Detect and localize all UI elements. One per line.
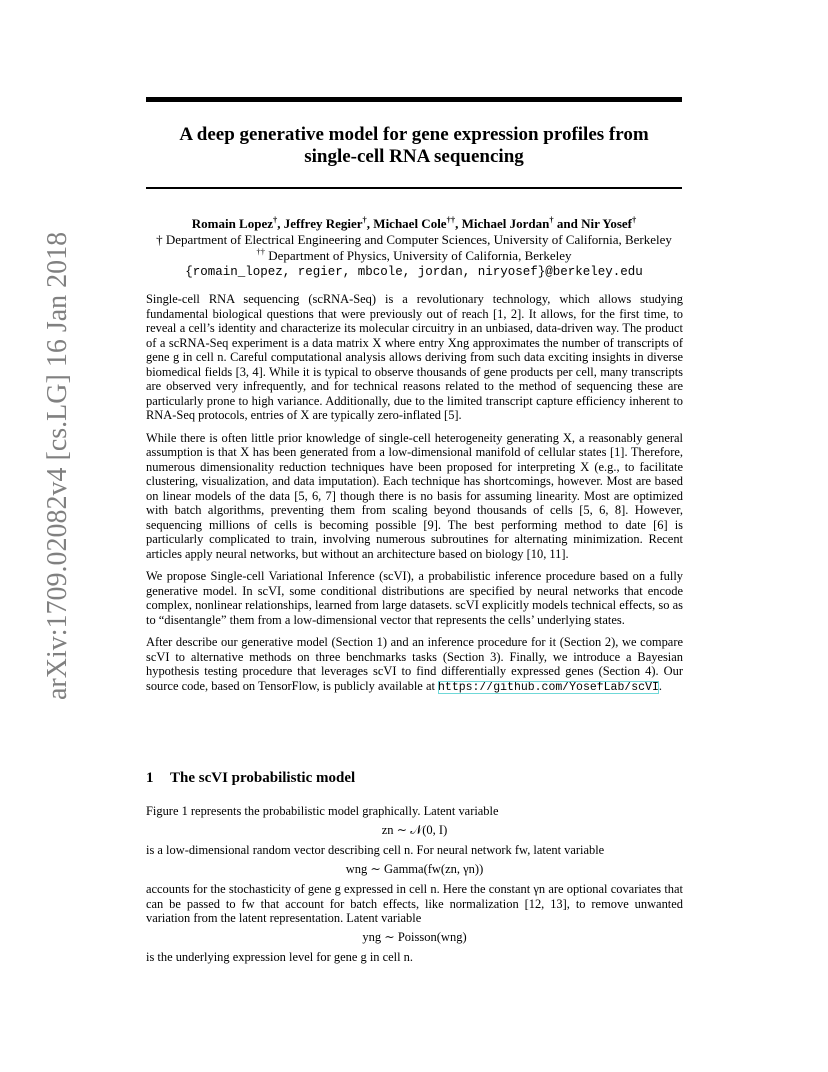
author-1: Romain Lopez — [191, 216, 273, 231]
section-paragraph-1: Figure 1 represents the probabilistic model graphically. Latent variable — [146, 804, 499, 818]
dagger-mark: † — [156, 232, 163, 247]
dagger-mark: † — [273, 214, 278, 225]
author-names: Romain Lopez†, Jeffrey Regier†, Michael Cole††, Michael Jordan† and Nir Yosef† — [191, 214, 637, 231]
title-line-2: single-cell RNA sequencing — [304, 146, 524, 167]
dagger-mark: † — [631, 214, 637, 225]
author-2: Jeffrey Regier — [283, 216, 363, 231]
paragraph-3: We propose Single-cell Variational Inference (scVI), a probabilistic inference procedure based on a fully generative model. In scVI, some conditional distributions are specified by neural networks that encode complex, nonlinear relationships, learned from large datasets. scVI explicitly models technical effects, so as to “disentangle” them from a low-dimensional vector that represents the cells’ underlying states. — [146, 569, 683, 627]
abstract-body — [146, 292, 683, 703]
author-3: Michael Cole — [373, 216, 447, 231]
author-5: Nir Yosef — [581, 216, 632, 231]
paragraph-2: While there is often little prior knowledge of single-cell heterogeneity generating X, a reasonably general assumption is that X has been generated from a low-dimensional manifold of cellular states [1]. Therefore, numerous dimensionality reduction techniques have been proposed for interpreting X (e.g., to facilitate clustering, visualization, and data imputation). Each technique has shortcomings, however. Most are based on linear models of the data [5, 6, 7] though there is no basis for assuming linearity. Most are optimized with batch algorithms, preventing them from scaling beyond thousands of cells [5, 6, 8]. However, sequencing millions of cells is becoming possible [9]. The best performing method to date [6] is particularly complicated to train, involving numerous subroutines for alternating minimization. Recent articles apply neural networks, but without an architecture based on biology [10, 11]. — [146, 430, 683, 561]
section-paragraph-3: accounts for the stochasticity of gene g expressed in cell n. Here the constant γn are optional covariates that can be passed to fw that account for batch effects, like normalization [12, 13], to remove unwanted variation from the latent representation. Latent variable — [146, 882, 683, 925]
section-body — [146, 804, 683, 965]
title-rule-top — [146, 97, 682, 102]
author-block — [110, 216, 718, 280]
author-4: Michael Jordan — [461, 216, 550, 231]
section-title: The scVI probabilistic model — [170, 770, 356, 786]
affiliation-2 — [110, 248, 718, 264]
and-word: and — [556, 216, 578, 231]
title-line-1: A deep generative model for gene expression profiles from — [179, 124, 649, 145]
section-paragraph-2: is a low-dimensional random vector describing cell n. For neural network fw, latent variable — [146, 843, 605, 857]
source-code-link[interactable]: https://github.com/YosefLab/scVI — [438, 680, 659, 694]
title-rule-bottom — [146, 187, 682, 189]
paragraph-1: Single-cell RNA sequencing (scRNA-Seq) is a revolutionary technology, which allows studying fundamental biological questions that were previously out of reach [1, 2]. It allows, for the first time, to reveal a cell’s identity and characterize its molecular circuitry in an unbiased, data-driven way. The product of a scRNA-Seq experiment is a data matrix X where entry Xng approximates the number of transcripts of gene g in cell n. Careful computational analysis allows deriving from such data exciting insights in diverse biomedical fields [3, 4]. While it is typical to observe thousands of gene products per cell, many transcripts are observed very infrequently, and for technical reasons related to the method of sequencing these are particularly prone to high variance. Additionally, due to the limited transcript capture efficiency inherent to RNA-Seq protocols, entries of X are typically zero-inflated [5]. — [146, 292, 683, 422]
paragraph-4: After describe our generative model (Section 1) and an inference procedure for it (Section 2), we compare scVI to alternative methods on three benchmarks tasks (Section 3). Finally, we introduce a Bayesian hypothesis testing procedure that leverages scVI to find differentially expressed genes (Section 4). Our source code, based on TensorFlow, is publicly available at https://github.com/YosefLab/scVI. — [146, 635, 683, 694]
affiliation-1 — [110, 232, 718, 248]
author-emails: {romain_lopez, regier, mbcole, jordan, niryosef}@berkeley.edu — [185, 265, 643, 279]
affiliation-1-text: Department of Electrical Engineering and Computer Sciences, University of California, Berkeley — [165, 232, 672, 247]
equation-3: yng ∼ Poisson(wng) — [362, 929, 467, 944]
dagger-mark: † — [549, 214, 554, 225]
paper-title — [146, 124, 682, 168]
equation-2: wng ∼ Gamma(fw(zn, γn)) — [345, 861, 484, 876]
equation-1: zn ∼ 𝒩(0, I) — [381, 822, 448, 837]
double-dagger-mark: †† — [256, 246, 265, 257]
arxiv-stamp: arXiv:1709.02082v4 [cs.LG] 16 Jan 2018 — [42, 231, 73, 700]
affiliation-2-text: Department of Physics, University of California, Berkeley — [268, 248, 572, 263]
double-dagger-mark: †† — [446, 214, 456, 225]
section-heading — [146, 770, 355, 787]
section-number: 1 — [146, 770, 154, 786]
paragraph-4-text: After describe our generative model (Section 1) and an inference procedure for it (Section 2), we compare scVI to alternative methods on three benchmarks tasks (Section 3). Finally, we introduce a Bayesian hypothesis testing procedure that leverages scVI to find differentially expressed genes (Section 4). Our source code, based on TensorFlow, is publicly available at — [146, 635, 683, 693]
dagger-mark: † — [362, 214, 367, 225]
section-paragraph-4: is the underlying expression level for gene g in cell n. — [146, 950, 413, 964]
